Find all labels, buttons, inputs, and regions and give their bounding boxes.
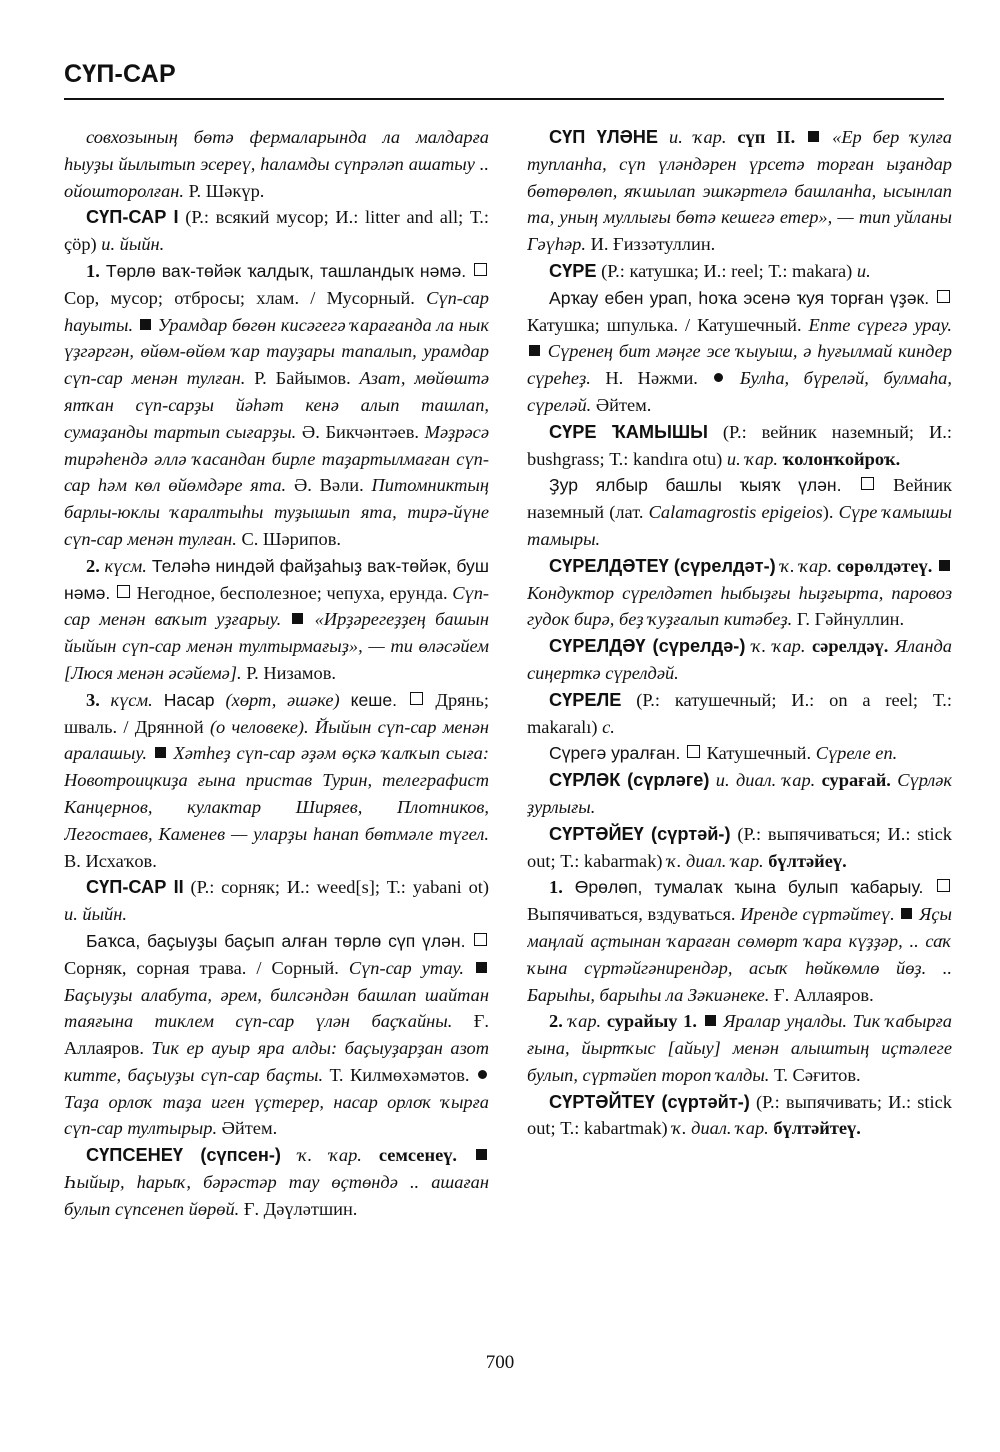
dictionary-paragraph: [527, 1008, 952, 1088]
entry-text: Баҫыуҙы алабута, әрем, билсәндән башлап шайтан таяғына тиклем сүп-сар үлән баҫҡайны.: [64, 984, 489, 1032]
dictionary-paragraph: [527, 553, 952, 633]
example-marker-icon: [155, 747, 166, 758]
entry-text: Хәтһеҙ сүп-сар әҙәм өҫкә ҡалҡып сыға: Новотроицкиҙа ғына пристав Турин, телеграфист Канцернов, кулактар Ширяев, Плотников, Легостаев, Каменев — уларҙы һанап бөтмәле түгел.: [64, 743, 489, 844]
dictionary-paragraph: [64, 1142, 489, 1222]
entry-text: С. Шәрипов.: [236, 528, 342, 549]
proverb-marker-icon: [478, 1070, 487, 1079]
page-header: [64, 50, 944, 98]
entry-text: Әйтем.: [217, 1118, 278, 1139]
entry-text: (о человеке). Йыйын сүп-сар менән аралашыу.: [64, 716, 489, 764]
entry-text: бүлтәйтеү.: [768, 1118, 861, 1139]
entry-text: (Р.: катушечный; И.: on a reel; Т.: makaralı): [527, 689, 952, 737]
entry-text: Сорняк, сорная трава. / Сорный.: [64, 957, 349, 978]
entry-text: «Ирҙәрегеҙҙең башын йыйын сүп-сар менән тултырмағыҙ», — ти өләсәйем [Люся менән әсәйемә].: [64, 609, 489, 683]
translation-marker-icon: [861, 477, 874, 490]
entry-text: Р. Низамов.: [241, 662, 336, 683]
entry-text: (хөрт, әшәке): [225, 689, 340, 710]
example-marker-icon: [140, 319, 151, 330]
entry-text: Р. Шәкүр.: [184, 180, 265, 201]
dictionary-paragraph: [64, 258, 489, 553]
entry-text: Сүп-сар һауыты.: [64, 287, 489, 335]
dictionary-paragraph: [527, 258, 952, 285]
entry-text: и. диал. ҡар.: [709, 770, 816, 791]
entry-headword: СҮРЕЛДӘТЕҮ (сүрелдәт-): [549, 555, 776, 576]
translation-marker-icon: [937, 879, 950, 892]
translation-marker-icon: [937, 290, 950, 303]
entry-text: Негодное, бесполезное; чепуха, ерунда.: [136, 582, 453, 603]
entry-text: Азат, мөйөштә ятҡан сүп-сарҙы йәһәт кенә алып ташлап, сумаҙанды тартып сығарҙы.: [64, 368, 489, 442]
dictionary-paragraph: [64, 124, 489, 204]
example-marker-icon: [808, 131, 819, 142]
dictionary-paragraph: [527, 767, 952, 821]
entry-headword: СҮПСЕНЕҮ (сүпсен-): [86, 1145, 281, 1166]
entry-headword: СҮП ҮЛӘНЕ: [549, 127, 659, 147]
entry-text: семсенеү.: [361, 1145, 458, 1166]
entry-text: Катушка; шпулька. / Катушечный.: [527, 314, 809, 335]
entry-text: Г. Гәйнуллин.: [792, 609, 905, 630]
dictionary-paragraph: [527, 687, 952, 741]
entry-text: сөрөлдәтеү.: [832, 555, 933, 576]
entry-text: 1.: [86, 260, 100, 281]
entry-text: И. Ғиззәтуллин.: [585, 234, 716, 255]
dictionary-paragraph: [64, 687, 489, 875]
example-marker-icon: [529, 345, 540, 356]
entry-text: бүлтәйеү.: [763, 850, 847, 871]
entry-text: и.: [856, 260, 871, 281]
dictionary-paragraph: [64, 204, 489, 258]
dictionary-paragraph: [527, 472, 952, 552]
left-column: [64, 124, 489, 1344]
entry-text: Арҡау ебен урап, һоҡа эсенә ҡуя торған үҙәк.: [549, 287, 930, 308]
entry-text: Насар: [152, 689, 226, 710]
entry-text: Булһа, бүреләй, булмаһа, сүреләй.: [527, 368, 952, 415]
entry-text: (Р.: катушка; И.: reel; Т.: makara): [596, 260, 857, 281]
entry-headword: СҮРЕ: [549, 260, 597, 281]
entry-text: ҡ. ҡар.: [775, 555, 833, 576]
entry-text: Ҙур ялбыр башлы ҡыяҡ үлән.: [549, 475, 842, 496]
entry-text: Сүре ҡамышы тамыры.: [527, 502, 952, 549]
entry-headword: СҮРТӘЙЕҮ (сүртәй-): [549, 823, 731, 844]
entry-text: (Р.: вейник наземный; И.: bushgrass; Т.: kandıra otu): [527, 421, 952, 469]
entry-text: Ғ. Аллаяров.: [769, 984, 874, 1005]
entry-text: Сүрегә уралған.: [549, 743, 681, 764]
entry-text: Сүп-сар менән ваҡыт уҙғарыу.: [64, 582, 489, 630]
example-marker-icon: [476, 1149, 487, 1160]
entry-text: Теләһә ниндәй файҙаһыҙ ваҡ-төйәк, буш нәмә.: [64, 555, 489, 603]
entry-text: Вейник наземный (лат.: [527, 475, 952, 523]
dictionary-paragraph: [527, 633, 952, 687]
entry-text: сурағай.: [815, 770, 891, 791]
entry-text: ).: [822, 502, 839, 523]
entry-text: кеше.: [339, 689, 398, 710]
proverb-marker-icon: [714, 373, 723, 382]
entry-text: Яралар уңалды. Тик ҡабырға ғына, йыртҡыс [айыу] менән алыштың иҫтәлеге булып, сүртәйеп тороп ҡалды.: [527, 1011, 952, 1085]
entry-text: Т. Килмөхәмәтов.: [323, 1064, 470, 1085]
dictionary-paragraph: [64, 874, 489, 928]
entry-text: Сүренең бит мәңге эсе ҡыуыш, ә һуғылмай киндер сүреһеҙ.: [527, 341, 952, 389]
entry-text: 2.: [86, 555, 100, 576]
entry-text: и. йыйн.: [64, 904, 127, 925]
entry-text: ҡ. диал. ҡар.: [672, 1118, 769, 1139]
entry-headword: СҮП-САР II: [86, 877, 184, 898]
entry-text: ҡар.: [562, 1011, 602, 1032]
entry-text: сәрелдәү.: [805, 636, 889, 657]
entry-text: Ғ. Аллаяров.: [64, 1011, 489, 1059]
dictionary-paragraph: [64, 553, 489, 687]
entry-text: Сүп-сар утау.: [348, 957, 464, 978]
entry-text: Яланда сиңерткә сүрелдәй.: [527, 636, 952, 683]
entry-text: Өрөлөп, тумалаҡ ҡына булып ҡабарыу.: [562, 877, 924, 898]
entry-text: Сор, мусор; отбросы; хлам. / Мусорный.: [64, 287, 427, 308]
entry-headword: СҮРЕЛЕ: [549, 689, 622, 710]
entry-text: (Р.: выпячивать; И.: stick out; Т.: kabartmak): [527, 1091, 952, 1139]
entry-text: и. йыйн.: [101, 234, 165, 255]
entry-text: с.: [602, 716, 615, 737]
entry-text: Иренде сүртәйтеү.: [740, 904, 895, 925]
running-head: СҮП-САР: [64, 60, 176, 88]
entry-text: Calamagrostis epigeios: [648, 502, 823, 523]
entry-text: Баҡса, баҫыуҙы баҫып алған төрлө сүп үлән.: [86, 930, 466, 951]
translation-marker-icon: [474, 263, 487, 276]
entry-text: В. Исхаҡов.: [64, 850, 157, 871]
entry-text: совхозының бөтә фермаларында ла малдарға һыуҙы йылытып эсереү, һаламды сүпрәләп ашатыу .. ойошторолған.: [64, 127, 489, 201]
entry-text: (Р.: всякий мусор; И.: litter and all; Т.: çöp): [64, 207, 489, 255]
entry-text: Ғ. Дәүләтшин.: [239, 1198, 358, 1219]
dictionary-paragraph: [64, 928, 489, 1142]
entry-text: Епте сүрегә урау.: [808, 314, 952, 335]
dictionary-paragraph: [527, 874, 952, 1008]
example-marker-icon: [705, 1015, 716, 1026]
dictionary-paragraph: [527, 419, 952, 473]
entry-text: Р. Байымов.: [245, 368, 360, 389]
entry-text: Урамдар бөгөн кисәгегә ҡарағанда ла нык үҙгәргән, өйөм-өйөм ҡар тауҙары тапалып, урамдар сүп-сар менән тулған.: [64, 314, 489, 389]
entry-text: 3.: [86, 689, 100, 710]
entry-text: ҡ. ҡар.: [280, 1145, 362, 1166]
entry-text: ҡ. диал. ҡар.: [667, 850, 764, 871]
entry-text: 2.: [549, 1011, 563, 1032]
entry-text: Н. Нәжми.: [590, 368, 698, 389]
entry-headword: СҮРЛӘК (сүрләге): [549, 770, 710, 791]
entry-text: ҡ. ҡар.: [745, 636, 806, 657]
entry-text: Т. Сәғитов.: [769, 1064, 861, 1085]
entry-text: (Р.: выпячиваться; И.: stick out; Т.: kabarmak): [527, 823, 952, 871]
entry-text: күсм.: [99, 555, 147, 576]
entry-text: сурайыу 1.: [601, 1011, 697, 1032]
entry-text: сүп II.: [726, 127, 796, 147]
example-marker-icon: [901, 908, 912, 919]
entry-text: Мәҙрәсә тирәһендә әллә ҡасандан бирле таҙартылмаған сүп-сар һәм көл өйөмдәре ята.: [64, 421, 489, 496]
entry-text: Сүреле еп.: [815, 743, 898, 764]
entry-text: Һыйыр, һарыҡ, бәрәстәр тау өҫтөндә .. ашаған булып сүпсенеп йөрөй.: [64, 1172, 489, 1219]
example-marker-icon: [292, 613, 303, 624]
example-marker-icon: [939, 560, 950, 571]
entry-text: Дрянь; шваль. / Дрянной: [64, 689, 489, 737]
entry-headword: СҮРЕЛДӘҮ (сүрелдә-): [549, 636, 746, 657]
entry-text: Яҫы маңлай аҫтынан ҡараған сөмөрт ҡара күҙҙәр, .. саҡ ҡына сүртәйгәнирендәр, асыҡ һөйкөмлө йөҙ. .. Барыһы, барыһы ла Зәкиәнеке.: [527, 904, 952, 1005]
entry-text: и. ҡар.: [658, 127, 727, 147]
entry-text: Әйтем.: [591, 394, 652, 415]
entry-text: 1.: [549, 877, 563, 898]
entry-headword: СҮРТӘЙТЕҮ (сүртәйт-): [549, 1091, 750, 1112]
entry-text: Питомниктың барлы-юклы ҡаралтыһы туҙышып ята, тирә-йүне сүп-сар менән тулған.: [64, 475, 489, 549]
entry-text: Төрлө ваҡ-төйәк ҡалдыҡ, ташландыҡ нәмә.: [99, 260, 467, 281]
right-column: [527, 124, 952, 1344]
entry-text: Кондуктор сүрелдәтеп һыбыҙғы һыҙғырта, паровоз гудок бирә, беҙ ҡуҙғалып китәбеҙ.: [527, 582, 952, 630]
dictionary-paragraph: [527, 1089, 952, 1143]
entry-text: «Ер бер ҡулға тупланһа, сүп үләндәрен үрсетә торған ыҙандар бөтөрөлөп, яҡшылап эшкәртелә башланһа, ысынлап та, уның муллығы бөтә кешегә етер», — тип уйланы Гәүһәр.: [527, 127, 952, 255]
header-rule: [64, 98, 944, 100]
translation-marker-icon: [117, 585, 130, 598]
entry-headword: СҮРЕ ҠАМЫШЫ: [549, 421, 708, 442]
entry-text: Выпячиваться, вздуваться.: [527, 904, 741, 925]
entry-headword: СҮП-САР I: [86, 207, 179, 228]
dictionary-paragraph: [527, 740, 952, 767]
entry-text: Ә. Вәли.: [286, 475, 372, 496]
dictionary-paragraph: [527, 285, 952, 419]
entry-text: Таҙа орлоҡ таҙа иген үҫтерер, насар орлоҡ ҡырға сүп-сар тултырыр.: [64, 1091, 489, 1139]
page-number: 700: [485, 1352, 515, 1373]
entry-text: күсм.: [99, 689, 153, 710]
translation-marker-icon: [474, 933, 487, 946]
entry-text: ҡолонҡойроҡ.: [778, 448, 901, 469]
translation-marker-icon: [410, 692, 423, 705]
dictionary-paragraph: [527, 821, 952, 875]
translation-marker-icon: [687, 745, 700, 758]
entry-text: Сүрләк ҙурлығы.: [527, 770, 952, 817]
entry-text: Ә. Бикчәнтәев.: [296, 421, 425, 442]
entry-text: Тик ер ауыр яра алды: баҫыуҙарҙан азот китте, баҫыуҙы сүп-сар баҫты.: [64, 1038, 489, 1085]
entry-text: (Р.: сорняк; И.: weed[s]; Т.: yabani ot): [183, 877, 489, 898]
entry-text: Катушечный.: [706, 743, 816, 764]
dictionary-paragraph: [527, 124, 952, 258]
example-marker-icon: [476, 962, 487, 973]
entry-text: и. ҡар.: [726, 448, 778, 469]
